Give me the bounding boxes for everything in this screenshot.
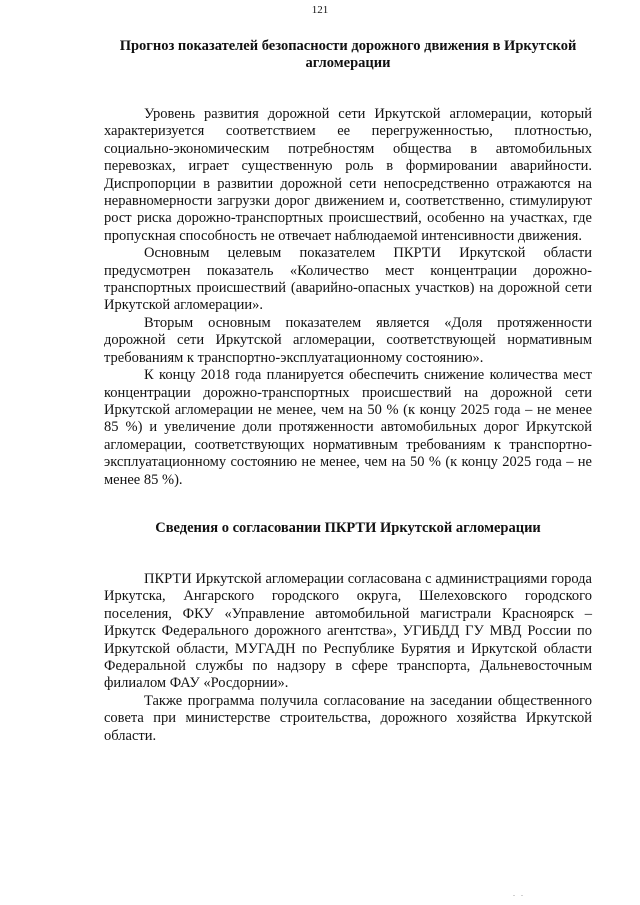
document-body: [104, 38, 592, 745]
paragraph: ПКРТИ Иркутской агломерации согласована с администрациями города Иркутска, Ангарского городского округа, Шелеховского городского поселения, ФКУ «Управление автомобильной магистрали Красноярск – Иркутск Федерального дорожного агентства», УГИБДД ГУ МВД России по Иркутской области, МУГАДН по Республике Бурятия и Иркутской области Федеральной службы по надзору в сфере транспорта, Дальневосточным филиалом ФАУ «Росдорнии».: [104, 570, 592, 692]
paragraph: Уровень развития дорожной сети Иркутской агломерации, который характеризуется соответствием ее перегруженностью, плотностью, социально-экономическим потребностям общества в автомобильных перевозках, играет существенную роль в формировании аварийности. Диспропорции в развитии дорожной сети непосредственно отражаются на неравномерности загрузки дорог движением и, соответственно, стимулируют рост риска дорожно-транспортных происшествий, особенно на участках, где пропускная способность не отвечает наблюдаемой интенсивности движения.: [104, 106, 592, 244]
paragraph: Также программа получила согласование на заседании общественного совета при министерстве строительства, дорожного хозяйства Иркутской области.: [104, 692, 592, 744]
scan-artifact: . .: [513, 889, 525, 898]
page-number: 121: [311, 4, 329, 16]
paragraph: Вторым основным показателем является «Доля протяженности дорожной сети Иркутской агломерации, соответствующей нормативным требованиям к транспортно-эксплуатационному состоянию».: [104, 314, 592, 366]
section-title-forecast: Прогноз показателей безопасности дорожного движения в Иркутской агломерации: [119, 38, 577, 71]
paragraph: К концу 2018 года планируется обеспечить снижение количества мест концентрации дорожно-транспортных происшествий на дорожной сети Иркутской агломерации не менее, чем на 50 % (к концу 2025 года – не менее 85 %) и увеличение доли протяженности автомобильных дорог Иркутской агломерации, соответствующих нормативным требованиям к транспортно-эксплуатационному состоянию не менее, чем на 50 % (к концу 2025 года – не менее 85 %).: [104, 367, 592, 488]
paragraph: Основным целевым показателем ПКРТИ Иркутской области предусмотрен показатель «Количество мест концентрации дорожно-транспортных происшествий (аварийно-опасных участков) на дорожной сети Иркутской агломерации».: [104, 245, 592, 314]
section-title-approval: Сведения о согласовании ПКРТИ Иркутской агломерации: [155, 519, 541, 536]
